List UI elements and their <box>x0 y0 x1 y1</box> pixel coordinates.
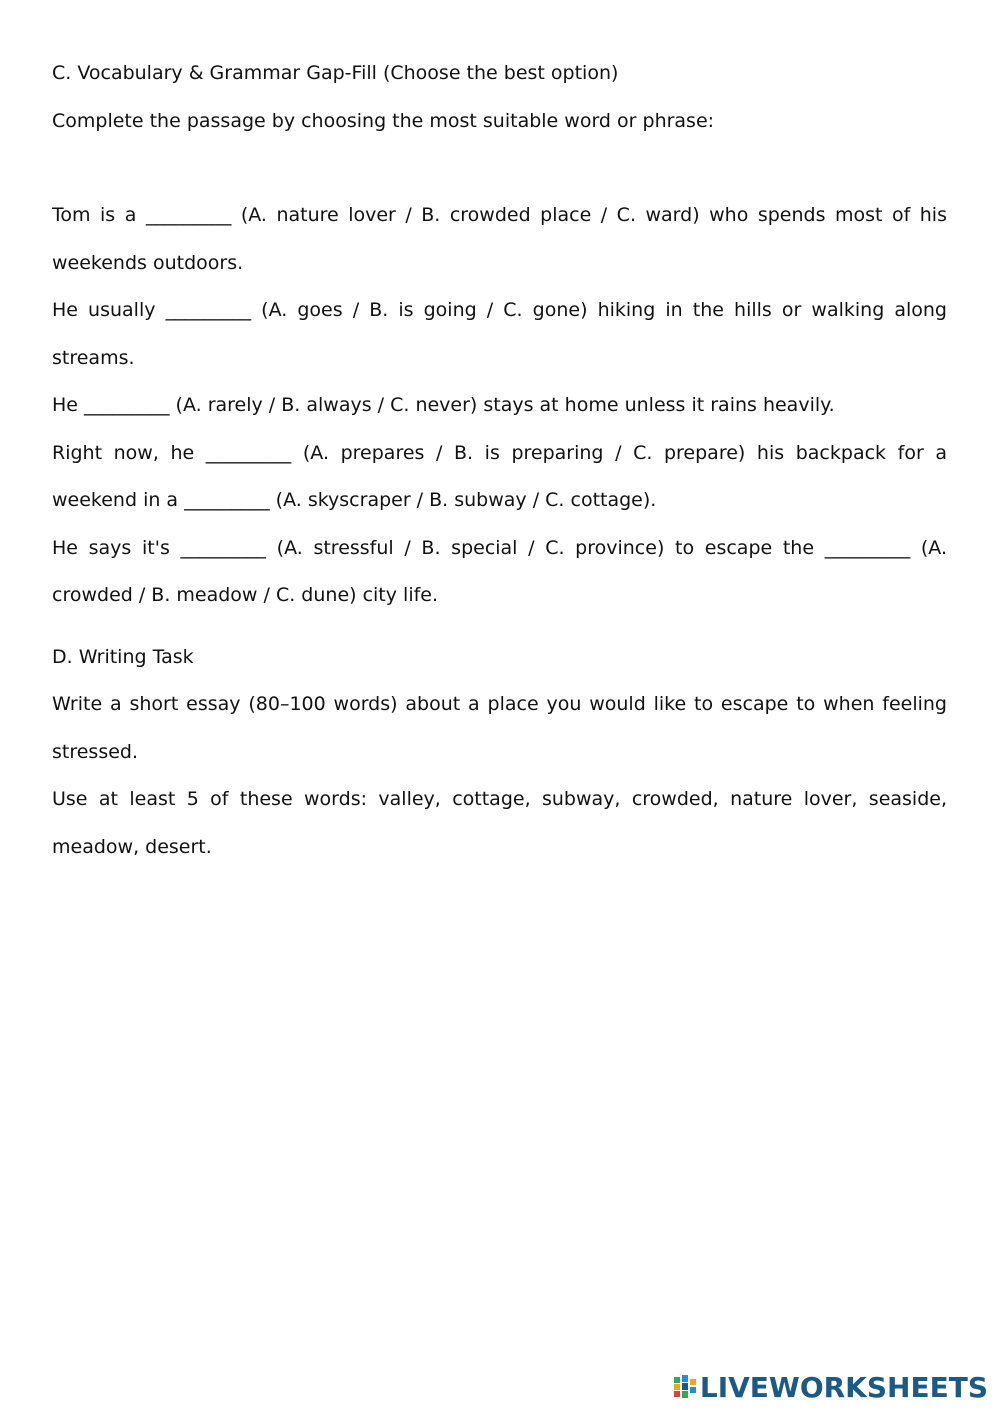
worksheet-page <box>52 50 947 871</box>
section-d-heading: D. Writing Task <box>52 645 194 668</box>
gap-fill-item: He usually _________ (A. goes / B. is going / C. gone) hiking in the hills or walking along streams. <box>52 299 947 369</box>
section-c-instruction: Complete the passage by choosing the most suitable word or phrase: <box>52 109 715 132</box>
gap-fill-item: Right now, he _________ (A. prepares / B. is preparing / C. prepare) his backpack for a weekend in a _________ (A. skyscraper / B. subway / C. cottage). <box>52 441 947 511</box>
gap-fill-item: Tom is a _________ (A. nature lover / B. crowded place / C. ward) who spends most of his weekends outdoors. <box>52 204 947 274</box>
liveworksheets-logo-text: LIVEWORKSHEETS <box>699 1370 988 1404</box>
spacer <box>52 145 947 192</box>
liveworksheets-logo <box>674 1372 988 1402</box>
section-c-heading: C. Vocabulary & Grammar Gap-Fill (Choose the best option) <box>52 62 619 84</box>
writing-task-paragraph: Write a short essay (80–100 words) about a place you would like to escape to when feeling stressed. <box>52 693 947 763</box>
gap-fill-item: He _________ (A. rarely / B. always / C. never) stays at home unless it rains heavily. <box>52 394 835 416</box>
liveworksheets-logo-icon <box>674 1375 696 1399</box>
gap-fill-item: He says it's _________ (A. stressful / B. special / C. province) to escape the _________ (A. crowded / B. meadow / C. dune) city life. <box>52 536 947 606</box>
writing-task-paragraph: Use at least 5 of these words: valley, cottage, subway, crowded, nature lover, seaside, meadow, desert. <box>52 788 947 858</box>
